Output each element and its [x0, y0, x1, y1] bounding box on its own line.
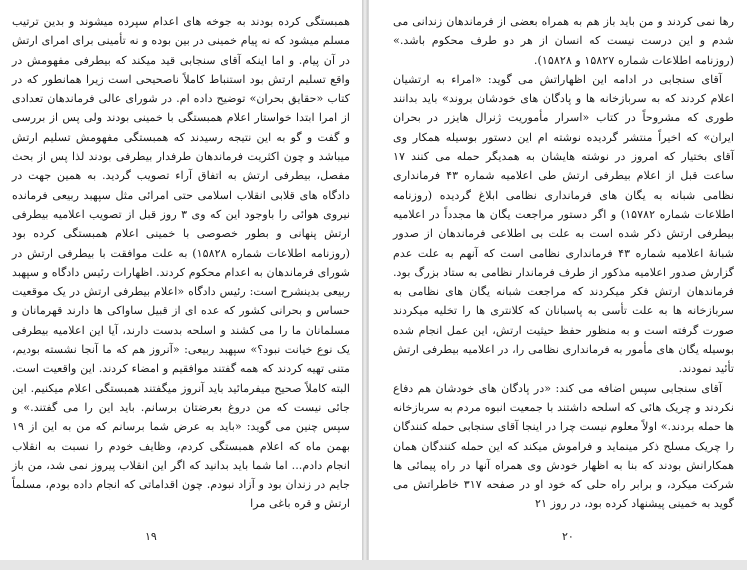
left-page-number: ١٩ — [145, 530, 157, 543]
right-page-paragraph: آقای سنجابی سپس اضافه می کند: «در پادگان های خودشان هم دفاع نکردند و چریک هائی که اسلحه داشتند با جمعیت انبوه مردم به سربازخانه ها حمله بردند.» اولاً معلوم نیست چرا در اینجا آقای سنجابی حمله کنندگان را چریک مسلح ذکر مینماید و فراموش میکند که این حمله کنندگان همان همکارانش بودند که بنا به اظهار خودش وی همراه آنها در راه پیمائی ها شرکت میکرد، و برابر راه حلی که خود او در صفحه ۳۱۷ خاطراتش می گوید به خمینی پیشنهاد کرده بود، در روز ۲۱ — [393, 381, 734, 511]
left-page — [0, 0, 363, 560]
right-page-number: ٢٠ — [562, 530, 574, 543]
right-page-paragraph: رها نمی کردند و من باید باز هم به همراه بعضی از فرماندهان زندانی می شدم و این درست نیست که انسان از هر دو طرف محکوم باشد.» (روزنامه اطلاعات شماره ۱۵۸۲۷ و ۱۵۸۲۸). — [393, 15, 734, 67]
left-page-paragraph: همبستگی کرده بودند به جوخه های اعدام سپرده میشوند و بدین ترتیب مسلم میشود که نه پیام خمینی در بین بوده و نه تأمینی برای امرای ارتش در آن پیام. و اما اینکه آقای سنجابی قید میکند که بیطرفی مفهومش در واقع تسلیم ارتش بود استنباط کاملاً ناصحیحی است زیرا همانطور که در کتاب «حقایق بحران» توضیح داده ام. در شورای عالی فرماندهان تعدادی از امرا ابتدا خواستار اعلام همبستگی با خمینی بودند ولی پس از بررسی و گفت و گو به این نتیجه رسیدند که همبستگی مفهومش تسلیم ارتش میباشد و چون اکثریت فرماندهان طرفدار بیطرفی بودند لذا پس از بحث مفصل، بیطرفی ارتش به اتفاق آراء تصویب گردید. به همین جهت در دادگاه های قلابی انقلاب اسلامی حتی امرائی مثل سپهبد ربیعی فرمانده نیروی هوائی را باوجود این که وی ۳ روز قبل از تصویب اعلامیه بیطرفی ارتش پنهانی و بطور خصوصی با خمینی اعلام همبستگی کرده بود (روزنامه اطلاعات شماره ۱۵۸۲۸) به علت موافقت با بیطرفی ارتش در شورای فرماندهان به اعدام محکوم کردند. اظهارات رئیس دادگاه و سپهبد ربیعی بدینشرح است: رئیس دادگاه «اعلام بیطرفی ارتش در یک موقعیت حساس و بحرانی کشور که عده ای از قبیل ساواکی ها دارند قهرمانان و مسلمانان ما را می کشند و اسلحه بدست دارند، آیا این اعلامیه بیطرفی یک نوع خیانت نبود؟» سپهبد ربیعی: «آنروز هم که ما آنجا نشسته بودیم، متنی تهیه کردند که همه گفتند موافقیم و امضاء کردند. این واقعیت است. البته کاملاً صحیح میفرمائید باید آنروز میگفتند همبستگی اعلام میکنیم. این جائی نیست که من دروغ بعرضتان برسانم. باید این را می گفتند.» و سپس چنین می گوید: «باید به عرض شما برسانم که من به این از ۱۹ بهمن ماه که اعلام همبستگی کردم، وظایف خودم را نسبت به انقلاب انجام دادم... اما شما باید بدانید که اگر این انقلاب پیروز نمی شد، من باز جایم در زندان بود و آزاد نبودم. چون اقداماتی که انجام داده بودم، مسلماً ارتش و قره باغی مرا — [12, 15, 350, 511]
left-page-text — [12, 12, 350, 514]
right-page-text — [393, 12, 734, 514]
right-page — [368, 0, 747, 560]
right-page-paragraph: آقای سنجابی در ادامه این اظهاراتش می گوید: «امراء به ارتشیان اعلام کردند که به سربازخانه ها و پادگان های خودشان بروند» باید بدانند طوری که مشروحاً در کتاب «اسرار مأموریت ژنرال هایزر در بحران ایران» که اخیراً منتشر گردیده نوشته ام این دستور بوسیله همکار وی آقای بختیار که امروز در نوشته هایشان به همدیگر حمله می کنند ۱۷ ساعت قبل از اعلام بیطرفی ارتش طی اعلامیه شماره ۴۳ فرمانداری نظامی شبانه به یگان های فرمانداری نظامی ابلاغ گردیده (روزنامه اطلاعات شماره ۱۵۷۸۲) و اگر دستور مراجعت یگان ها مجدداً در اعلامیه بیطرفی ارتش ذکر شده است به علت بی اطلاعی فرماندهان از صدور شبانهٔ اعلامیه شماره ۴۳ فرمانداری نظامی است که آنهم به علت عدم گزارش صدور اعلامیه مذکور از طرف فرماندار نظامی به ستاد بزرگ بود. فرماندهان ارتش فکر میکردند که مراجعت شبانه یگان های نظامی به سربازخانه ها به علت تأسی به پاسبانان که کلانتری ها را تخلیه میکردند صورت گرفته است و به منظور حفظ حیثیت ارتش، این عمل انجام شده بوسیله یگان های مأمور به فرمانداری نظامی را، در اعلامیه بیطرفی ارتش تأئید نمودند. — [393, 72, 735, 376]
page-bottom-edge — [0, 560, 747, 570]
